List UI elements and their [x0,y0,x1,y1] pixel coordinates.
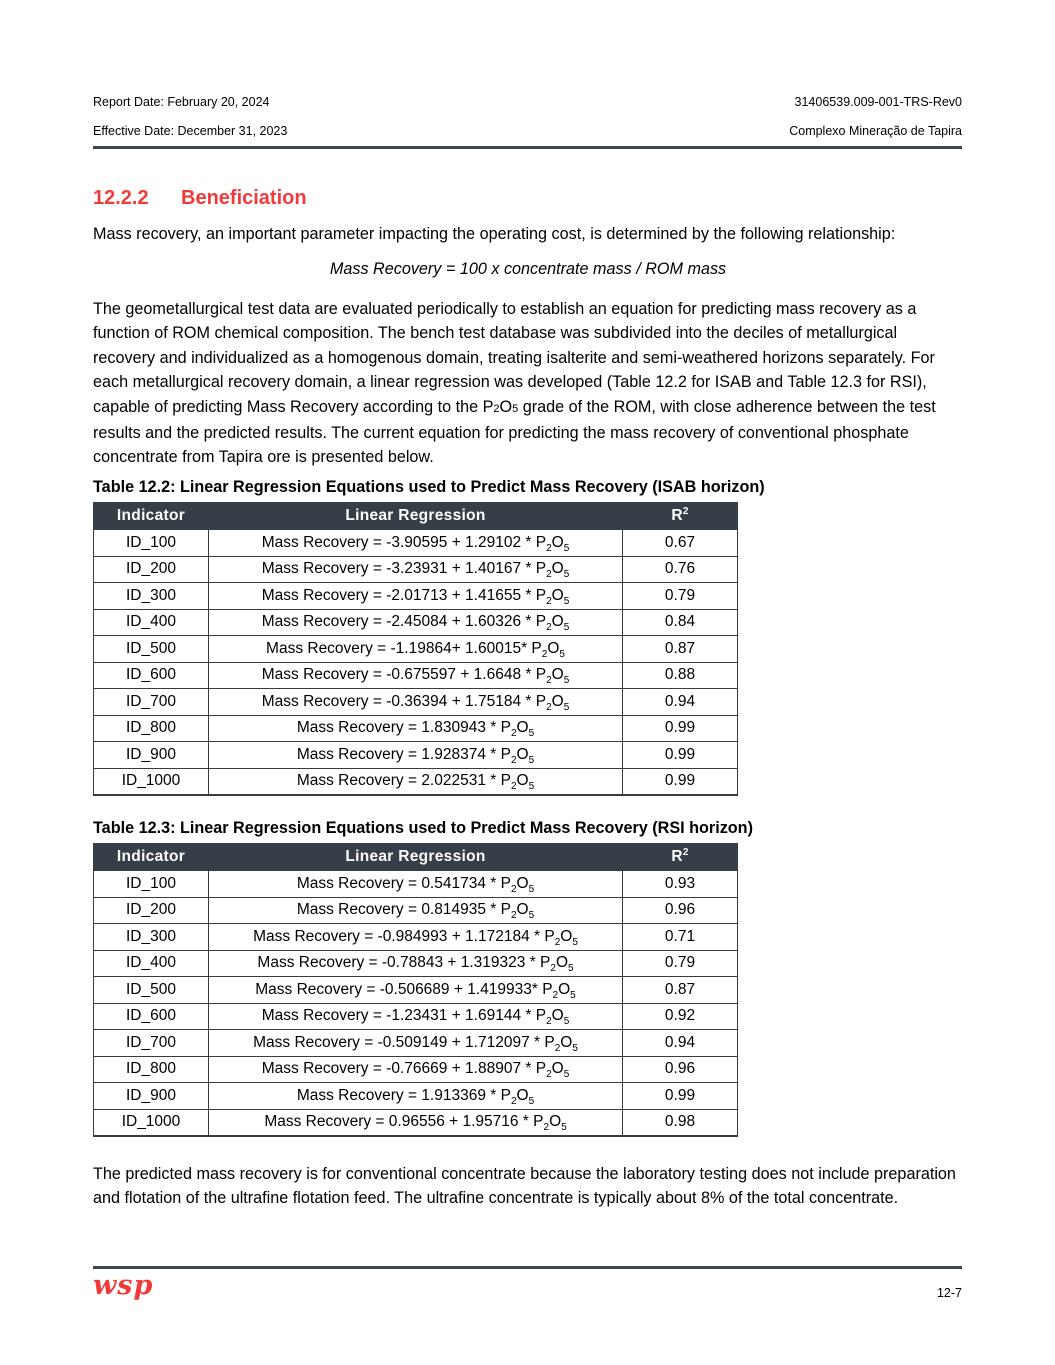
column-r-squared: $R^2$ [623,503,738,530]
column-linear-regression: Linear Regression [209,503,623,530]
table-row [94,1056,738,1083]
section-number: 12.2.2 [93,187,149,209]
subscript-5: 5 [528,1095,535,1107]
r-squared-cell: 0.99 [623,715,738,742]
indicator-cell: ID_300 [94,583,209,610]
subscript-2: 2 [554,1042,561,1054]
equation-cell [209,715,623,742]
oxygen-symbol: O [516,901,529,919]
indicator-cell: ID_900 [94,1083,209,1110]
subscript-5: 5 [563,595,570,607]
table-row [94,742,738,769]
r-squared-cell: 0.96 [623,897,738,924]
table-header-row [94,503,738,530]
oxygen-symbol: O [547,639,560,657]
equation-cell [209,768,623,795]
table-row [94,583,738,610]
header-divider [93,146,962,149]
table-row [94,950,738,977]
indicator-cell: ID_300 [94,924,209,951]
table-row [94,556,738,583]
subscript-5: 5 [572,1042,578,1054]
table-row [94,1003,738,1030]
table-row [94,689,738,716]
indicator-cell: ID_500 [94,977,209,1004]
subscript-5: 5 [528,883,535,895]
r-squared-cell: 0.99 [623,1083,738,1110]
table-row [94,924,738,951]
equation-text: Mass Recovery = 0.541734 * P [296,874,511,892]
body-subscript-2: 2 [493,402,500,415]
r-squared-cell: 0.94 [623,689,738,716]
section-heading [93,187,307,210]
r-squared-cell: 0.92 [623,1003,738,1030]
equation-cell [209,1109,623,1136]
subscript-5: 5 [572,936,578,948]
table-12-3 [93,843,738,1137]
subscript-2: 2 [546,1069,552,1081]
equation-text: Mass Recovery = -0.675597 + 1.6648 * P [261,666,547,684]
oxygen-symbol: O [549,1113,562,1131]
conclusion-paragraph: The predicted mass recovery is for conventional concentrate because the laboratory testing does not include preparation and flotation of the ultrafine flotation feed. The ultrafine concentrate is typically about 8% of the total concentrate. [93,1165,956,1208]
oxygen-symbol: O [551,613,564,631]
subscript-2: 2 [546,542,552,554]
table-header-row [94,844,738,871]
subscript-5: 5 [528,781,535,793]
equation-text: Mass Recovery = -3.90595 + 1.29102 * P [261,533,547,551]
indicator-cell: ID_500 [94,636,209,663]
equation-cell [209,636,623,663]
body-text-start: The geometallurgical test data are evaluated periodically to establish an equation for predicting mass recovery as a function of ROM chemical composition. The bench test database was subdivided into the deciles of metallurgical recovery and individualized as a homogenous domain, treating isalterite and semi-weathered horizons separately. For each metallurgical recovery domain, a linear regression was developed (Table 12.2 for ISAB and Table 12.3 for RSI), capable of predicting Mass Recovery according to the P [93,300,935,416]
equation-text: Mass Recovery = -0.506689 + 1.419933* P [255,980,553,998]
indicator-cell: ID_100 [94,871,209,898]
subscript-5: 5 [568,963,574,975]
project-name: Complexo Mineração de Tapira [789,124,962,138]
subscript-2: 2 [546,675,552,687]
equation-text: Mass Recovery = 1.830943 * P [296,719,511,737]
oxygen-symbol: O [560,1033,573,1051]
column-indicator: Indicator [94,503,209,530]
table-row [94,768,738,795]
column-r-squared: $R^2$ [623,844,738,871]
r-squared-cell: 0.94 [623,1030,738,1057]
indicator-cell: ID_400 [94,609,209,636]
subscript-5: 5 [559,648,565,660]
r-squared-cell: 0.99 [623,742,738,769]
equation-cell [209,977,623,1004]
body-subscript-5: 5 [512,402,519,415]
equation-text: Mass Recovery = -0.76669 + 1.88907 * P [261,1060,547,1078]
oxygen-symbol: O [551,560,564,578]
oxygen-symbol: O [558,980,571,998]
equation-text: Mass Recovery = -0.984993 + 1.172184 * P [253,927,555,945]
equation-cell [209,689,623,716]
r-squared-cell: 0.76 [623,556,738,583]
equation-cell [209,742,623,769]
subscript-5: 5 [561,1122,567,1134]
r-squared-cell: 0.79 [623,583,738,610]
equation-cell [209,871,623,898]
table-12-3-caption: Table 12.3: Linear Regression Equations used to Predict Mass Recovery (RSI horizon) [93,819,753,837]
equation-text: Mass Recovery = 0.96556 + 1.95716 * P [264,1113,544,1131]
r-squared-cell: 0.67 [623,530,738,557]
mass-recovery-formula: Mass Recovery = 100 x concentrate mass / ROM mass [329,260,727,278]
body-paragraph [93,297,963,470]
equation-text: Mass Recovery = -3.23931 + 1.40167 * P [261,560,547,578]
footer-divider [93,1266,962,1269]
equation-cell [209,530,623,557]
subscript-2: 2 [546,622,552,634]
indicator-cell: ID_900 [94,742,209,769]
indicator-cell: ID_1000 [94,1109,209,1136]
table-12-3-body [94,871,738,1137]
indicator-cell: ID_400 [94,950,209,977]
table-row [94,662,738,689]
table-row [94,871,738,898]
subscript-2: 2 [546,569,552,581]
subscript-5: 5 [528,728,535,740]
table-row [94,1030,738,1057]
table-row [94,1083,738,1110]
equation-cell [209,556,623,583]
r-squared-cell: 0.96 [623,1056,738,1083]
r-squared-cell: 0.93 [623,871,738,898]
oxygen-symbol: O [551,586,564,604]
equation-cell [209,950,623,977]
table-row [94,636,738,663]
indicator-cell: ID_100 [94,530,209,557]
equation-cell [209,1056,623,1083]
indicator-cell: ID_200 [94,556,209,583]
intro-paragraph: Mass recovery, an important parameter impacting the operating cost, is determined by the following relationship: [93,225,896,243]
oxygen-symbol: O [516,874,529,892]
equation-text: Mass Recovery = -0.78843 + 1.319323 * P [257,954,551,972]
indicator-cell: ID_700 [94,689,209,716]
r-squared-cell: 0.79 [623,950,738,977]
subscript-2: 2 [510,754,517,766]
oxygen-symbol: O [551,1060,564,1078]
equation-cell [209,583,623,610]
subscript-5: 5 [563,569,570,581]
subscript-5: 5 [563,622,570,634]
table-row [94,897,738,924]
table-row [94,715,738,742]
equation-cell [209,662,623,689]
subscript-2: 2 [552,989,559,1001]
equation-text: Mass Recovery = -2.45084 + 1.60326 * P [261,613,547,631]
equation-cell [209,609,623,636]
indicator-cell: ID_1000 [94,768,209,795]
subscript-5: 5 [563,675,570,687]
subscript-5: 5 [563,1069,570,1081]
wsp-logo-icon [93,1272,157,1308]
report-date: Report Date: February 20, 2024 [93,95,270,109]
subscript-5: 5 [563,701,570,713]
indicator-cell: ID_600 [94,662,209,689]
subscript-2: 2 [510,883,517,895]
equation-text: Mass Recovery = 2.022531 * P [296,772,511,790]
r-squared-cell: 0.87 [623,977,738,1004]
column-indicator: Indicator [94,844,209,871]
subscript-5: 5 [563,1016,570,1028]
oxygen-symbol: O [516,1086,529,1104]
document-id: 31406539.009-001-TRS-Rev0 [794,95,962,109]
indicator-cell: ID_200 [94,897,209,924]
oxygen-symbol: O [560,927,573,945]
r-squared-cell: 0.99 [623,768,738,795]
equation-cell [209,1083,623,1110]
table-12-2-body [94,530,738,796]
subscript-5: 5 [563,542,570,554]
equation-text: Mass Recovery = -1.19864+ 1.60015* P [266,639,542,657]
r-squared-cell: 0.88 [623,662,738,689]
equation-text: Mass Recovery = -1.23431 + 1.69144 * P [261,1007,547,1025]
subscript-2: 2 [546,1016,552,1028]
effective-date: Effective Date: December 31, 2023 [93,124,288,138]
oxygen-symbol: O [516,772,529,790]
subscript-5: 5 [570,989,576,1001]
indicator-cell: ID_700 [94,1030,209,1057]
wsp-logo [93,1272,157,1313]
equation-text: Mass Recovery = 1.913369 * P [296,1086,511,1104]
equation-cell [209,1003,623,1030]
indicator-cell: ID_800 [94,715,209,742]
table-12-2 [93,502,738,796]
subscript-2: 2 [510,781,517,793]
r-squared-cell: 0.84 [623,609,738,636]
r-squared-cell: 0.98 [623,1109,738,1136]
subscript-2: 2 [546,595,552,607]
subscript-2: 2 [543,1122,550,1134]
subscript-2: 2 [510,728,517,740]
equation-cell [209,924,623,951]
equation-text: Mass Recovery = -0.36394 + 1.75184 * P [261,692,547,710]
body-text-end: grade of the ROM, with close adherence between the test results and the predicted results. The current equation for predicting the mass recovery of conventional phosphate concentrate from Tapira ore is presented below. [93,397,936,467]
subscript-5: 5 [528,754,535,766]
subscript-2: 2 [541,648,548,660]
wsp-logo-wordmark: wsp [93,1272,154,1301]
page-number: 12-7 [936,1286,962,1300]
table-row [94,609,738,636]
equation-text: Mass Recovery = 0.814935 * P [296,901,511,919]
table-row [94,977,738,1004]
section-title: Beneficiation [181,187,307,209]
subscript-2: 2 [554,936,561,948]
indicator-cell: ID_600 [94,1003,209,1030]
oxygen-symbol: O [551,533,564,551]
equation-text: Mass Recovery = -0.509149 + 1.712097 * P [253,1033,555,1051]
equation-cell [209,1030,623,1057]
subscript-5: 5 [528,910,535,922]
table-12-2-caption: Table 12.2: Linear Regression Equations used to Predict Mass Recovery (ISAB horizon) [93,478,765,496]
r-squared-cell: 0.71 [623,924,738,951]
oxygen-symbol: O [516,719,529,737]
subscript-2: 2 [510,910,517,922]
subscript-2: 2 [550,963,556,975]
indicator-cell: ID_800 [94,1056,209,1083]
oxygen-symbol: O [551,692,564,710]
oxygen-symbol: O [516,745,529,763]
oxygen-symbol: O [555,954,569,972]
subscript-2: 2 [546,701,552,713]
column-linear-regression: Linear Regression [209,844,623,871]
equation-cell [209,897,623,924]
equation-text: Mass Recovery = 1.928374 * P [296,745,511,763]
equation-text: Mass Recovery = -2.01713 + 1.41655 * P [261,586,547,604]
r-squared-cell: 0.87 [623,636,738,663]
table-row [94,1109,738,1136]
oxygen-symbol: O [551,1007,564,1025]
body-text-oxygen: O [499,397,513,416]
subscript-2: 2 [510,1095,517,1107]
table-row [94,530,738,557]
oxygen-symbol: O [551,666,564,684]
